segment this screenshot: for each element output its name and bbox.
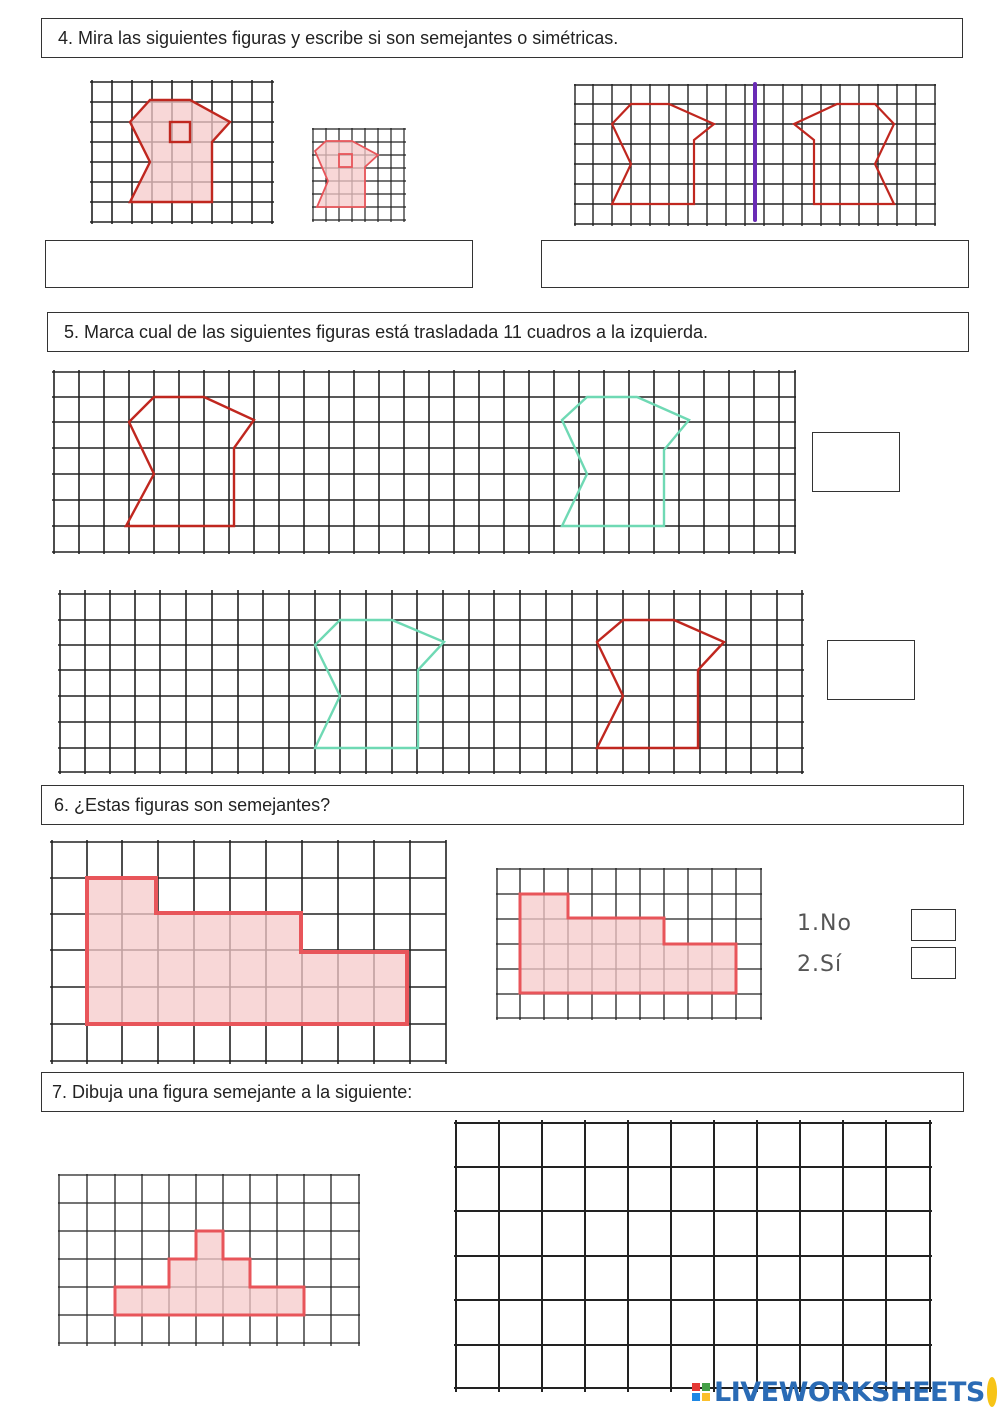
q7-shape-model — [115, 1231, 304, 1315]
question-6-header — [41, 785, 964, 825]
q6-option-no-box[interactable] — [911, 909, 956, 941]
q5-grid-2 — [58, 590, 806, 774]
question-7-header — [41, 1072, 964, 1112]
question-4-text: 4. Mira las siguientes figuras y escribe si son semejantes o simétricas. — [58, 27, 619, 48]
question-7-text: 7. Dibuja una figura semejante a la siguiente: — [52, 1081, 413, 1102]
question-5-text: 5. Marca cual de las siguientes figuras está trasladada 11 cuadros a la izquierda. — [64, 321, 709, 342]
q4-shape-large — [130, 100, 230, 202]
q4-shape-left — [612, 104, 714, 204]
q5-grid-2-mint-shape — [315, 620, 444, 748]
q7-drawing-grid[interactable] — [454, 1120, 934, 1392]
q4-shape-small — [315, 141, 378, 207]
q4-grid-symmetry — [574, 84, 938, 226]
q6-shape-large — [87, 878, 407, 1024]
q5-grid-2-red-shape — [597, 620, 724, 748]
q5-grid-1-red-shape — [126, 397, 254, 526]
liveworksheets-logo — [692, 1372, 997, 1412]
q6-grid-small — [496, 868, 764, 1020]
question-6-text: 6. ¿Estas figuras son semejantes? — [54, 794, 331, 815]
q6-option-no-label: 1.No — [797, 911, 852, 936]
q7-grid-model — [58, 1174, 362, 1346]
q4-answer-box-left[interactable] — [45, 240, 473, 288]
q4-grid-small — [312, 128, 408, 222]
q5-answer-box-1[interactable] — [812, 432, 900, 492]
q5-answer-box-2[interactable] — [827, 640, 915, 700]
q4-shape-right — [794, 104, 894, 204]
question-4-header — [41, 18, 963, 58]
logo-text: LIVEWORKSHEETS — [714, 1376, 985, 1408]
q6-grid-large — [50, 840, 448, 1064]
q4-answer-box-right[interactable] — [541, 240, 969, 288]
logo-badge-icon — [987, 1377, 997, 1407]
question-5-header — [47, 312, 969, 352]
q4-grid-large — [90, 80, 276, 224]
q5-grid-1 — [52, 370, 798, 554]
logo-blocks-icon — [692, 1383, 710, 1401]
q6-shape-small — [520, 894, 736, 993]
q5-grid-1-mint-shape — [562, 397, 689, 526]
q6-option-yes-label: 2.Sí — [797, 952, 843, 977]
q6-option-yes-box[interactable] — [911, 947, 956, 979]
